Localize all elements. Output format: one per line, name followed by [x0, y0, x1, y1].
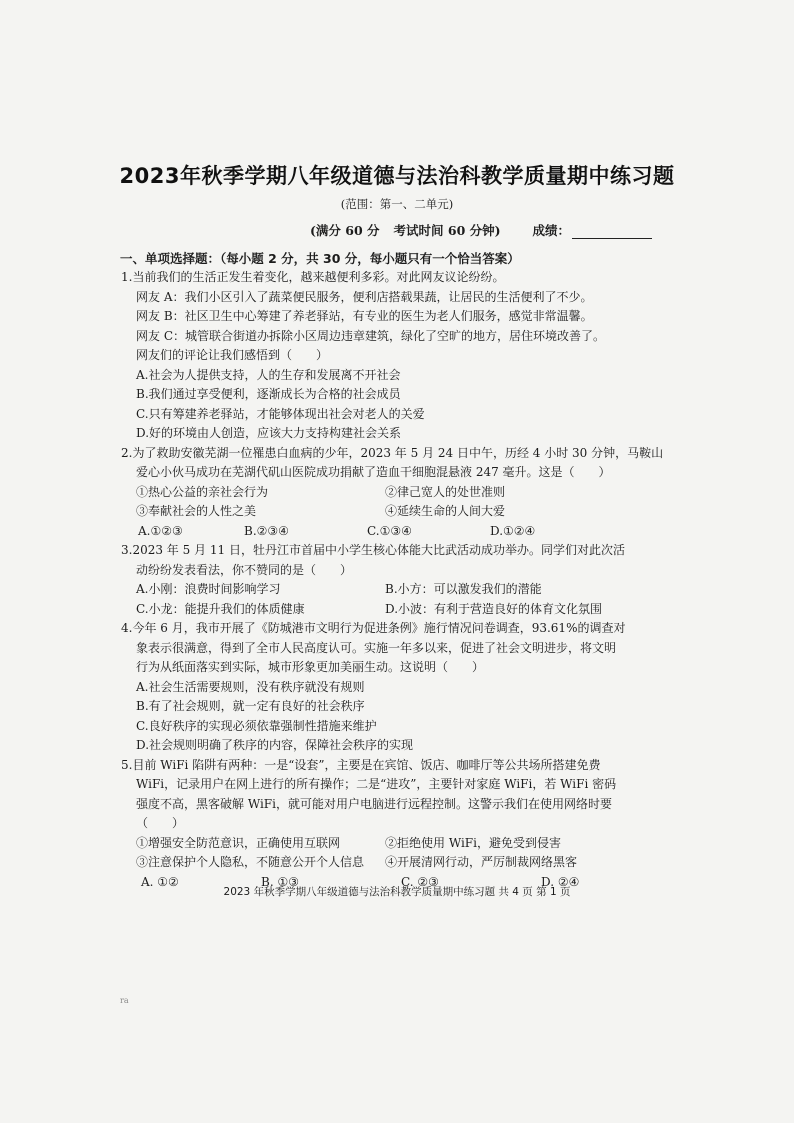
- q1-stem: 1.当前我们的生活正发生着变化，越来越便利多彩。对此网友议论纷纷。: [121, 270, 505, 284]
- q2-items-row-2: [121, 502, 681, 522]
- score-blank: [572, 226, 652, 239]
- q5-stem-line-4: （ ）: [136, 816, 185, 830]
- q1-netizen-c: 网友 C：城管联合街道办拆除小区周边违章建筑，绿化了空旷的地方，居住环境改善了。: [136, 328, 605, 343]
- q2-item-4: ④延续生命的人间大爱: [385, 504, 506, 518]
- exam-scope: (范围：第一、二单元): [340, 197, 454, 211]
- q1-netizen-a: 网友 A：我们小区引入了蔬菜便民服务，便利店搭载果蔬，让居民的生活便利了不少。: [136, 289, 593, 304]
- q2-item-3: ③奉献社会的人性之美: [136, 504, 257, 518]
- q5-option-a: A. ①②: [141, 874, 179, 889]
- full-marks: (满分 60 分: [310, 223, 380, 238]
- exam-title: 2023年秋季学期八年级道德与法治科教学质量期中练习题: [119, 164, 675, 188]
- q5-item-3: ③注意保护个人隐私，不随意公开个人信息: [136, 855, 365, 869]
- q5-stem-line-1: 5.目前 WiFi 陷阱有两种：一是“设套”，主要是在宾馆、饭店、咖啡厅等公共场所搭建免费: [121, 757, 601, 772]
- q5-item-4: ④开展清网行动，严厉制裁网络黑客: [385, 855, 578, 869]
- q3-option-a: A.小刚：浪费时间影响学习: [136, 582, 281, 596]
- question-list: [121, 268, 681, 892]
- q4-option-d: D.社会规则明确了秩序的内容，保障社会秩序的实现: [136, 738, 414, 752]
- q4-option-a: A.社会生活需要规则，没有秩序就没有规则: [136, 679, 365, 694]
- q2-options-row: [121, 522, 681, 542]
- q5-stem-line-3: 强度不高，黑客破解 WiFi，就可能对用户电脑进行远程控制。这警示我们在使用网络时要: [136, 796, 612, 811]
- q5-items-row-2: [121, 853, 681, 873]
- q5-option-b: B. ①③: [261, 874, 299, 889]
- section-heading: 一、单项选择题：（每小题 2 分，共 30 分，每小题只有一个恰当答案）: [120, 251, 520, 266]
- q3-options-row-2: [121, 600, 681, 620]
- q5-item-2: ②拒绝使用 WiFi，避免受到侵害: [385, 835, 561, 850]
- q1-question: 网友们的评论让我们感悟到（ ）: [136, 348, 329, 362]
- q3-option-d: D.小波：有利于营造良好的体育文化氛围: [385, 601, 603, 616]
- scan-speck: ra: [120, 996, 129, 1005]
- q5-option-d: D. ②④: [541, 874, 580, 889]
- q5-item-1: ①增强安全防范意识，正确使用互联网: [136, 835, 341, 850]
- q1-option-b: B.我们通过享受便利，逐渐成长为合格的社会成员: [136, 387, 401, 401]
- q2-option-d: D.①②④: [490, 523, 536, 538]
- q2-stem-line-2: 爱心小伙马成功在芜湖代矶山医院成功捐献了造血干细胞混悬液 247 毫升。这是（ ）: [136, 465, 611, 479]
- q5-stem-line-2: WiFi，记录用户在网上进行的所有操作；二是“进攻”，主要针对家庭 WiFi，若 WiFi 密码: [136, 777, 617, 791]
- q2-item-2: ②律己宽人的处世准则: [385, 484, 506, 499]
- q4-stem-line-3: 行为从纸面落实到实际，城市形象更加美丽生动。这说明（ ）: [136, 660, 485, 674]
- q4-option-b: B.有了社会规则，就一定有良好的社会秩序: [136, 699, 365, 713]
- q1-netizen-b: 网友 B：社区卫生中心筹建了养老驿站，有专业的医生为老人们服务，感觉非常温馨。: [136, 309, 593, 323]
- q3-option-b: B.小方：可以激发我们的潜能: [385, 582, 542, 596]
- q1-option-c: C.只有筹建养老驿站，才能够体现出社会对老人的关爱: [136, 406, 425, 421]
- q4-stem-line-2: 象表示很满意，得到了全市人民高度认可。实施一年多以来，促进了社会文明进步，将文明: [136, 640, 617, 655]
- q2-option-c: C.①③④: [367, 523, 412, 538]
- q4-option-c: C.良好秩序的实现必须依靠强制性措施来维护: [136, 718, 377, 733]
- q2-option-a: A.①②③: [138, 523, 183, 538]
- q3-stem-line-2: 动纷纷发表看法，你不赞同的是（ ）: [136, 562, 353, 577]
- q5-items-row-1: [121, 834, 681, 854]
- exam-time: 考试时间 60 分钟): [393, 223, 501, 238]
- q3-stem-line-1: 3.2023 年 5 月 11 日，牡丹江市首届中小学生核心体能大比武活动成功举办。同学们对此次活: [121, 543, 625, 557]
- q2-item-1: ①热心公益的亲社会行为: [136, 484, 269, 499]
- q5-option-c: C. ②③: [401, 874, 439, 889]
- score-label: 成绩：: [532, 223, 571, 238]
- q2-items-row-1: [121, 483, 681, 503]
- q4-stem-line-1: 4.今年 6 月，我市开展了《防城港市文明行为促进条例》施行情况问卷调查，93.61%的调查对: [121, 621, 626, 635]
- q1-option-d: D.好的环境由人创造，应该大力支持构建社会关系: [136, 426, 402, 440]
- q2-option-b: B.②③④: [244, 523, 289, 538]
- q2-stem-line-1: 2.为了救助安徽芜湖一位罹患白血病的少年，2023 年 5 月 24 日中午，历经 4 小时 30 分钟，马鞍山: [121, 445, 664, 460]
- q3-option-c: C.小龙：能提升我们的体质健康: [136, 601, 305, 616]
- q3-options-row-1: [121, 580, 681, 600]
- q1-option-a: A.社会为人提供支持，人的生存和发展离不开社会: [136, 367, 401, 382]
- exam-meta: [310, 221, 652, 239]
- page-footer: 2023 年秋季学期八年级道德与法治科教学质量期中练习题 共 4 页 第 1 页: [223, 886, 571, 898]
